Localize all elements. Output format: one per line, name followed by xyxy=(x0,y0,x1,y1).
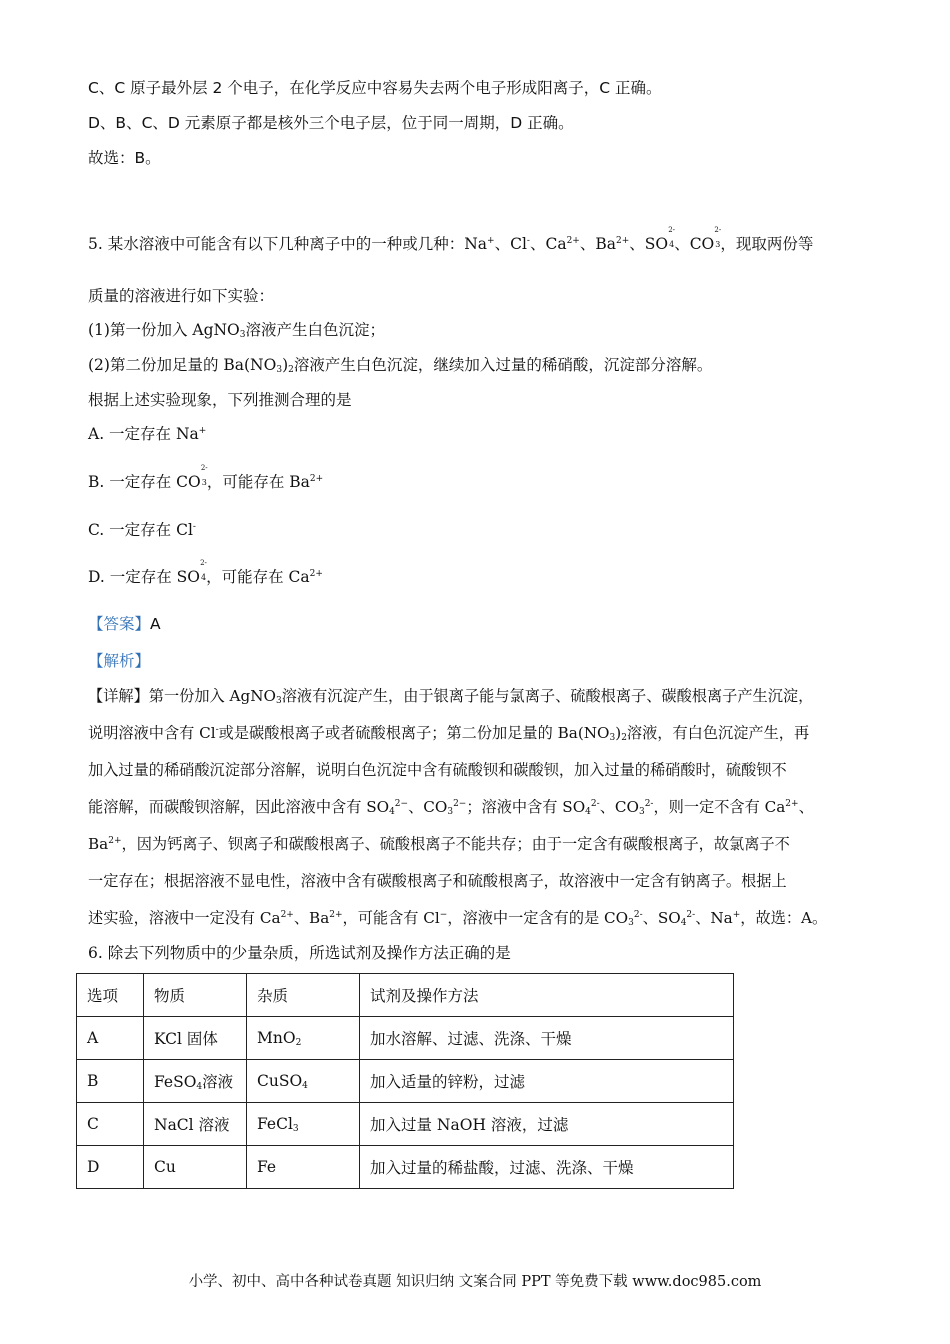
answer-label: 【答案】 xyxy=(88,615,151,633)
impurity-cell: Fe xyxy=(247,1146,360,1189)
impurity-cell: MnO$_2$ xyxy=(247,1017,360,1060)
answer-line xyxy=(88,614,161,634)
method-cell: 加入适量的锌粉，过滤 xyxy=(360,1060,734,1103)
sulfate-ion: 2- 4 xyxy=(668,226,676,249)
detail-line-2: 说明溶液中含有 Cl-或是碳酸根离子或者硫酸根离子；第二份加足量的 $Ba(NO_3)_2$溶液，有白色沉淀产生，再 xyxy=(88,724,810,743)
option-cell: C xyxy=(77,1103,144,1146)
answer-value: A xyxy=(150,615,161,633)
q5-experiment-1: (1)第一份加入 AgNO$_3$溶液产生白色沉淀； xyxy=(88,321,386,340)
q5-stem-line2: 质量的溶液进行如下实验： xyxy=(88,287,275,305)
q5-option-d: D. 一定存在 SO 2- 4，可能存在 $Ca^{2+}$ xyxy=(88,559,323,586)
q6-stem: 6. 除去下列物质中的少量杂质，所选试剂及操作方法正确的是 xyxy=(88,944,511,962)
q5-stem: 5. 某水溶液中可能含有以下几种离子中的一种或几种：Na+、Cl-、$Ca^{2+}$、$Ba^{2+}$、SO 2- 4、CO 2- 3，现取两份等 xyxy=(88,234,813,257)
table-header-cell: 选项 xyxy=(77,974,144,1017)
option-cell: B xyxy=(77,1060,144,1103)
substance-cell: KCl 固体 xyxy=(144,1017,247,1060)
detail-line-6: 一定存在；根据溶液不显电性，溶液中含有碳酸根离子和硫酸根离子，故溶液中一定含有钠离子。根据上 xyxy=(88,872,787,890)
text-line: 故选：B。 xyxy=(88,149,161,167)
detail-line-3: 加入过量的稀硝酸沉淀部分溶解，说明白色沉淀中含有硫酸钡和碳酸钡，加入过量的稀硝酸时，硫酸钡不 xyxy=(88,761,787,779)
q5-option-b: B. 一定存在 CO 2- 3，可能存在 $Ba^{2+}$ xyxy=(88,464,324,491)
impurity-cell: CuSO$_4$ xyxy=(247,1060,360,1103)
substance-cell: NaCl 溶液 xyxy=(144,1103,247,1146)
impurity-table xyxy=(76,973,734,1189)
table-row xyxy=(77,1060,734,1103)
table-row xyxy=(77,1146,734,1189)
table-row xyxy=(77,1017,734,1060)
table-header-row xyxy=(77,974,734,1017)
detail-line-7: 述实验，溶液中一定没有 $Ca^{2+}$、$Ba^{2+}$，可能含有 Cl−，溶液中一定含有的是 $CO_3^{2-}$、$SO_4^{2-}$、Na+，故选：A。 xyxy=(88,909,828,928)
q5-option-a: A. 一定存在 Na+ xyxy=(88,425,207,443)
q5-ask: 根据上述实验现象，下列推测合理的是 xyxy=(88,391,352,409)
option-cell: A xyxy=(77,1017,144,1060)
table-header-cell: 杂质 xyxy=(247,974,360,1017)
table-row xyxy=(77,1103,734,1146)
analysis-label: 【解析】 xyxy=(88,652,151,670)
carbonate-ion: 2- 3 xyxy=(714,226,722,249)
detail-line-5: $Ba^{2+}$，因为钙离子、钡离子和碳酸根离子、硫酸根离子不能共存；由于一定含有碳酸根离子，故氯离子不 xyxy=(88,835,790,853)
method-cell: 加入过量的稀盐酸，过滤、洗涤、干燥 xyxy=(360,1146,734,1189)
text-line: D、B、C、D 元素原子都是核外三个电子层，位于同一周期，D 正确。 xyxy=(88,114,574,132)
text-line: C、C 原子最外层 2 个电子，在化学反应中容易失去两个电子形成阳离子，C 正确。 xyxy=(88,79,662,97)
detail-line-4: 能溶解，而碳酸钡溶解，因此溶液中含有 $SO_4^{2-}$、$CO_3^{2-}$；溶液中含有 $SO_4^{2-}$、$CO_3^{2-}$，则一定不含有 $Ca^{2+}$、 xyxy=(88,798,814,817)
detail-line-1: 【详解】第一份加入 AgNO$_3$溶液有沉淀产生，由于银离子能与氯离子、硫酸根离子、碳酸根离子产生沉淀， xyxy=(88,687,814,706)
page-footer: 小学、初中、高中各种试卷真题 知识归纳 文案合同 PPT 等免费下载 www.doc985.com xyxy=(188,1274,762,1290)
substance-cell: Cu xyxy=(144,1146,247,1189)
substance-cell: FeSO$_4$溶液 xyxy=(144,1060,247,1103)
method-cell: 加水溶解、过滤、洗涤、干燥 xyxy=(360,1017,734,1060)
q5-experiment-2: (2)第二份加足量的 $Ba(NO_3)_2$溶液产生白色沉淀，继续加入过量的稀硝酸，沉淀部分溶解。 xyxy=(88,356,713,375)
table-header-cell: 试剂及操作方法 xyxy=(360,974,734,1017)
q5-option-c: C. 一定存在 Cl- xyxy=(88,521,196,539)
impurity-cell: FeCl$_3$ xyxy=(247,1103,360,1146)
table-header-cell: 物质 xyxy=(144,974,247,1017)
method-cell: 加入过量 NaOH 溶液，过滤 xyxy=(360,1103,734,1146)
option-cell: D xyxy=(77,1146,144,1189)
